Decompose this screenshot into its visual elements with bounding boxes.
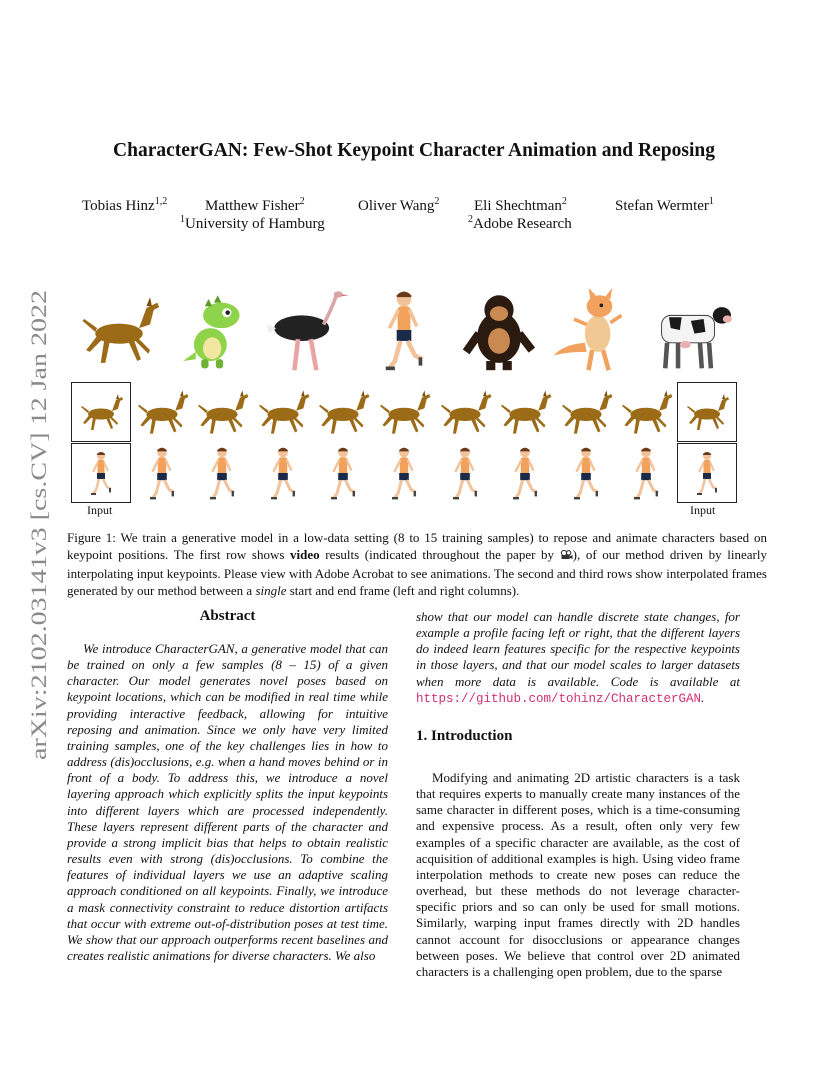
author-affil-sup: 2 xyxy=(434,196,440,207)
paper-title: CharacterGAN: Few-Shot Keypoint Character Animation and Reposing xyxy=(113,140,715,161)
arxiv-identifier-svg xyxy=(16,290,56,760)
character-dog xyxy=(73,288,165,372)
author-affil-sup: 2 xyxy=(561,196,567,207)
input-label-left: Input xyxy=(87,503,113,517)
character-man-image xyxy=(358,288,450,372)
row2-frame-8-image xyxy=(495,382,555,442)
abstract-continuation-end: . xyxy=(701,689,705,705)
row2-frame-9 xyxy=(556,382,616,442)
row3-frame-9 xyxy=(556,443,616,503)
code-link[interactable]: https://github.com/tohinz/CharacterGAN xyxy=(416,691,702,706)
affiliation-name: University of Hamburg xyxy=(185,216,325,232)
abstract-continuation xyxy=(416,609,740,707)
row3-frame-10-image xyxy=(616,443,676,503)
affiliation-sup: 1 xyxy=(180,214,185,225)
author-3 xyxy=(358,196,439,215)
character-cow-image xyxy=(643,288,735,372)
character-ostrich xyxy=(263,288,355,372)
row3-frame-3-image xyxy=(192,443,252,503)
row2-frame-5-image xyxy=(313,382,373,442)
row3-frame-3 xyxy=(192,443,252,503)
row2-frame-3 xyxy=(192,382,252,442)
row2-frame-10-image xyxy=(616,382,676,442)
row3-frame-11 xyxy=(677,443,737,503)
row3-frame-4 xyxy=(253,443,313,503)
author-affil-sup: 1,2 xyxy=(154,196,168,207)
figure-caption xyxy=(67,529,767,599)
row2-frame-11-image xyxy=(682,387,732,437)
row2-frame-8 xyxy=(495,382,555,442)
row2-frame-6 xyxy=(374,382,434,442)
row3-frame-1-image xyxy=(76,448,126,498)
character-fox-image xyxy=(548,288,640,372)
row2-frame-4 xyxy=(253,382,313,442)
row2-frame-7 xyxy=(435,382,495,442)
row3-frame-2-image xyxy=(132,443,192,503)
author-name: Matthew Fisher xyxy=(205,198,300,214)
author-4 xyxy=(474,196,567,215)
film-icon xyxy=(560,547,573,564)
author-affil-sup: 1 xyxy=(708,196,714,207)
row3-frame-4-image xyxy=(253,443,313,503)
row2-frame-5 xyxy=(313,382,373,442)
character-dinosaur xyxy=(168,288,260,372)
input-label-right: Input xyxy=(690,503,716,517)
arxiv-identifier-stamp xyxy=(16,290,56,760)
author-5 xyxy=(615,196,714,215)
row3-frame-1 xyxy=(71,443,131,503)
row2-frame-2 xyxy=(132,382,192,442)
author-2 xyxy=(205,196,305,215)
character-dinosaur-image xyxy=(168,288,260,372)
row3-frame-6 xyxy=(374,443,434,503)
affiliation-2 xyxy=(468,214,572,233)
row3-frame-10 xyxy=(616,443,676,503)
affiliation-sup: 2 xyxy=(468,214,473,225)
row2-frame-1 xyxy=(71,382,131,442)
character-fox xyxy=(548,288,640,372)
row2-frame-9-image xyxy=(556,382,616,442)
row3-frame-9-image xyxy=(556,443,616,503)
abstract-text: We introduce CharacterGAN, a generative model that can be trained on only a few samples (8 – 15) of a given character. Our model generates novel poses based on keypoint locations, which can be modified in real time while providing interactive feedback, allowing for intuitive reposing and animation. Since we only have very limited training samples, one of the key challenges lies in how to address (dis)occlusions, e.g. when a hand moves behind or in front of a body. To address this, we introduce a novel layering approach which explicitly splits the input keypoints into different layers which are processed independently. These layers represent different parts of the character and provide a strong implicit bias that helps to obtain realistic results even with strong (dis)occlusions. To combine the features of individual layers we use an adaptive scaling approach conditioned on all keypoints. Finally, we introduce a mask connectivity constraint to reduce distortion artifacts that occur with extreme out-of-distribution poses at test time. We show that our approach outperforms recent baselines and creates realistic animations for diverse characters. We also xyxy=(67,641,388,963)
row2-frame-6-image xyxy=(374,382,434,442)
author-1 xyxy=(82,196,167,215)
author-name: Stefan Wermter xyxy=(615,198,709,214)
row3-frame-6-image xyxy=(374,443,434,503)
affiliation-1 xyxy=(180,214,325,233)
row3-frame-8 xyxy=(495,443,555,503)
character-ostrich-image xyxy=(263,288,355,372)
introduction-text: Modifying and animating 2D artistic characters is a task that requires experts to manually create many instances of the same character in different poses, which is a time-consuming and expensive process. As a result, often only very few examples of a specific character are available, as the cost of acquisition of additional examples is high. Using video frame interpolation methods to create new poses can reduce the overhead, but these methods do not leverage character-specific priors and so can only be used for small motions. Similarly, warping input frames directly with 2D handles cannot account for disocclusions or appearance changes between poses. We believe that control over 2D animated characters is a challenging open problem, due to the sparse xyxy=(416,770,740,979)
author-name: Eli Shechtman xyxy=(474,198,562,214)
row3-frame-8-image xyxy=(495,443,555,503)
row3-frame-5 xyxy=(313,443,373,503)
row3-frame-7-image xyxy=(435,443,495,503)
row3-frame-11-image xyxy=(682,448,732,498)
character-dog-image xyxy=(73,288,165,372)
row2-frame-11 xyxy=(677,382,737,442)
author-affil-sup: 2 xyxy=(299,196,305,207)
affiliation-name: Adobe Research xyxy=(473,216,572,232)
caption-italic: single xyxy=(255,582,287,598)
row3-frame-5-image xyxy=(313,443,373,503)
row2-frame-2-image xyxy=(132,382,192,442)
row3-frame-2 xyxy=(132,443,192,503)
row3-frame-7 xyxy=(435,443,495,503)
row2-frame-4-image xyxy=(253,382,313,442)
caption-bold: video xyxy=(290,547,320,563)
caption-text-3: ), of our method driven by linearly interpolating input keypoints. Please view with Adobe Acrobat to see animations. The second and third rows show interpolated frames generated by our method between a xyxy=(67,547,767,598)
author-name: Tobias Hinz xyxy=(82,198,155,214)
arxiv-identifier-text: arXiv:2102.03141v3 [cs.CV] 12 Jan 2022 xyxy=(26,390,51,760)
character-man xyxy=(358,288,450,372)
row2-frame-7-image xyxy=(435,382,495,442)
character-gorilla-image xyxy=(453,288,545,372)
character-gorilla xyxy=(453,288,545,372)
caption-text-1: Figure 1: We train a generative model in a low-data setting (8 to 15 training samples) to repose and animate characters based on keypoint positions. The first row shows xyxy=(67,530,767,563)
abstract-continuation-text: show that our model can handle discrete state changes, for example a profile facing left or right, that the different layers do indeed learn features specific for the respective keypoints in those layers, and that our model scales to larger datasets when more data is available. Code is available at xyxy=(416,609,740,689)
row2-frame-10 xyxy=(616,382,676,442)
caption-text-4: start and end frame (left and right columns). xyxy=(286,582,520,598)
introduction-heading: 1. Introduction xyxy=(416,728,513,744)
row2-frame-3-image xyxy=(192,382,252,442)
caption-text-2: results (indicated throughout the paper by xyxy=(319,547,560,563)
author-name: Oliver Wang xyxy=(358,198,435,214)
character-cow xyxy=(643,288,735,372)
row2-frame-1-image xyxy=(76,387,126,437)
abstract-heading: Abstract xyxy=(199,608,256,624)
